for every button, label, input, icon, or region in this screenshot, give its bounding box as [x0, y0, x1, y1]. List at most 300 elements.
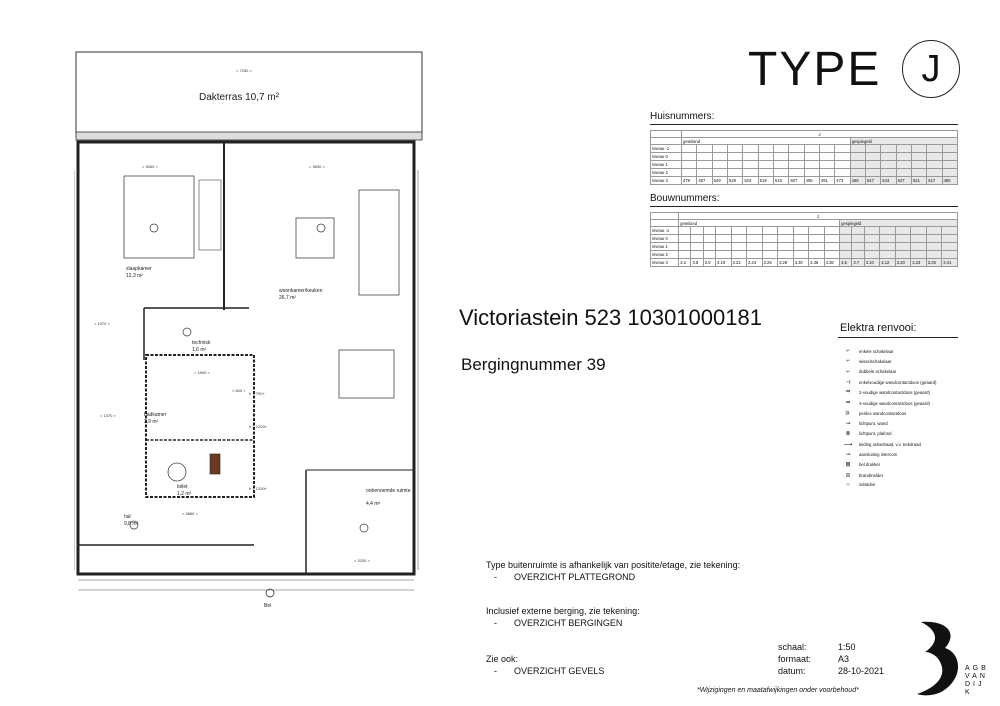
table-cell — [942, 153, 957, 161]
toilet-label: toilet — [177, 484, 188, 490]
dim-7250: < 7250 > — [236, 68, 252, 73]
table-cell — [679, 235, 691, 243]
perilex-socket-icon: ⊪ — [845, 410, 851, 417]
table-cell: 3.2 — [679, 259, 691, 267]
table-cell — [911, 235, 927, 243]
bathroom-label: badkamer — [144, 412, 167, 418]
table-cell: 3.36 — [809, 259, 825, 267]
table-cell — [697, 153, 712, 161]
table-cell — [731, 227, 747, 235]
date-value: 28-10-2021 — [838, 666, 885, 676]
table-cell: 479 — [682, 177, 697, 185]
scale-label: schaal: — [778, 642, 807, 652]
hall-area: 9,8 m² — [124, 521, 139, 527]
table-cell — [804, 153, 819, 161]
dim-600: < 600 > — [232, 388, 246, 393]
table-cell — [793, 235, 809, 243]
table-cell — [840, 227, 852, 235]
table-cell — [679, 227, 691, 235]
level-label: niveau 3 — [651, 259, 679, 267]
table-cell — [927, 153, 942, 161]
level-label: niveau 1 — [651, 243, 679, 251]
table-cell: 507 — [789, 177, 804, 185]
table-cell — [835, 169, 850, 177]
level-label: niveau 2 — [651, 251, 679, 259]
table-cell — [942, 227, 958, 235]
legend-item — [843, 400, 930, 407]
table-cell — [691, 227, 703, 235]
double-switch-icon: ⌐ — [846, 368, 850, 375]
table-cell — [712, 161, 727, 169]
table-cell — [926, 251, 942, 259]
dim-1690: < 1690 > — [194, 370, 210, 375]
table-cell — [850, 153, 865, 161]
table-cell — [942, 251, 958, 259]
legend-item — [843, 482, 875, 488]
table-cell: 469 — [850, 177, 865, 185]
table-cell — [865, 153, 880, 161]
table-cell: 3.26 — [762, 259, 778, 267]
table-cell — [731, 235, 747, 243]
table-cell: 3.25 — [926, 259, 942, 267]
table-cell: 3.8 — [691, 259, 703, 267]
table-cell — [942, 235, 958, 243]
table-cell — [697, 169, 712, 177]
table-cell — [852, 251, 864, 259]
table-cell: 523 — [743, 177, 758, 185]
table-cell — [762, 243, 778, 251]
legend-title: Elektra renvooi: — [840, 322, 917, 334]
legend-item-label: solatube — [859, 482, 876, 488]
dim-3060: < 3060 > — [142, 164, 158, 169]
legend-item — [843, 389, 930, 396]
table-cell — [716, 243, 732, 251]
table-cell — [747, 235, 763, 243]
table-cell — [809, 243, 825, 251]
table-cell — [747, 251, 763, 259]
legend-item — [843, 451, 897, 458]
living-label: woonkamer/keuken — [279, 288, 323, 294]
table-cell — [864, 235, 880, 243]
dim-4860: < 4860 > — [182, 511, 198, 516]
table-cell — [758, 161, 773, 169]
table-cell — [703, 251, 715, 259]
table-cell — [896, 153, 911, 161]
table-cell — [679, 251, 691, 259]
table-cell: 3.30 — [793, 259, 809, 267]
legend-item-label: enkelvoudige wandcontactdoos (geaard) — [859, 379, 937, 385]
intercom-icon: ⊸ — [845, 452, 851, 458]
table-cell — [881, 145, 896, 153]
legend-item — [843, 369, 896, 375]
agb-logo-icon — [915, 618, 965, 698]
table-cell — [896, 169, 911, 177]
table-cell — [728, 169, 743, 177]
scale-value: 1:50 — [838, 642, 856, 652]
table-cell — [773, 145, 788, 153]
type-letter-badge — [902, 40, 960, 98]
table-cell — [911, 153, 926, 161]
table-cell — [840, 251, 852, 259]
logo-text: AGB VAN DIJK — [965, 665, 989, 696]
table-cell — [942, 169, 957, 177]
legend-item-label: 2-voudige wandcontactdoos (geaard) — [859, 390, 930, 396]
table-cell — [809, 251, 825, 259]
table-cell: 529 — [728, 177, 743, 185]
smoke-detector-icon: ⊖ — [845, 472, 851, 479]
table-cell: 3.7 — [852, 259, 864, 267]
table-cell — [865, 161, 880, 169]
table-cell: 3.10 — [864, 259, 880, 267]
table-cell — [852, 235, 864, 243]
table-cell: 467 — [697, 177, 712, 185]
table-cell — [743, 161, 758, 169]
unnamed-room-area: 4,4 m² — [366, 501, 381, 507]
legend-item — [843, 430, 892, 437]
living-area: 26,7 m² — [279, 295, 296, 301]
table-cell — [835, 161, 850, 169]
build-numbers-rule — [650, 206, 958, 207]
table-cell: 549 — [712, 177, 727, 185]
table-cell — [852, 227, 864, 235]
table-cell — [793, 243, 809, 251]
table-cell: 485 — [942, 177, 957, 185]
table-cell: 3.38 — [824, 259, 840, 267]
table-cell: 3.22 — [731, 259, 747, 267]
single-socket-icon: ⊣ — [845, 379, 851, 386]
table-row — [651, 243, 958, 251]
level-label: niveau 3 — [651, 177, 682, 185]
table-cell: 3.28 — [778, 259, 794, 267]
table-cell — [942, 145, 957, 153]
toilet-area: 1,2 m² — [177, 491, 192, 497]
table-cell: 547 — [865, 177, 880, 185]
table-cell — [926, 235, 942, 243]
table-cell — [865, 169, 880, 177]
address: Victoriastein 523 10301000181 — [459, 305, 762, 330]
table-cell — [691, 243, 703, 251]
bedroom-label: slaapkamer — [126, 266, 152, 272]
terrace-label: Dakterras 10,7 m² — [199, 92, 280, 103]
table-cell — [865, 145, 880, 153]
legend-item-label: bel drukker — [859, 462, 881, 468]
single-switch-icon: ⌐ — [846, 348, 850, 354]
table-cell — [819, 153, 834, 161]
legend-item — [843, 358, 891, 364]
level-label: niveau 0 — [651, 153, 682, 161]
table-row — [651, 145, 958, 153]
table-cell — [927, 161, 942, 169]
table-cell — [778, 235, 794, 243]
table-cell: 527 — [896, 177, 911, 185]
house-numbers-table — [650, 130, 958, 185]
floor-plan — [74, 50, 426, 610]
table-cell — [793, 227, 809, 235]
table-cell — [758, 153, 773, 161]
table-row — [651, 251, 958, 259]
table-cell — [716, 251, 732, 259]
table-cell — [728, 153, 743, 161]
table-cell — [880, 243, 896, 251]
table-cell: 3.41 — [942, 259, 958, 267]
level-label: niveau 0 — [651, 235, 679, 243]
dim-2030: < 2030 > — [354, 558, 370, 563]
table-cell — [824, 251, 840, 259]
table-cell — [850, 161, 865, 169]
legend-item-label: enkele schakelaar — [859, 348, 894, 354]
level-label: niveau -1 — [651, 227, 679, 235]
table-cell: 491 — [819, 177, 834, 185]
dim-3830: < 3830 > — [309, 164, 325, 169]
table-cell — [824, 235, 840, 243]
table-cell — [911, 145, 926, 153]
table-cell: 473 — [835, 177, 850, 185]
build-numbers-heading: Bouwnummers: — [650, 193, 720, 204]
note-outdoor: Type buitenruimte is afhankelijk van positite/etage, zie tekening: — [486, 560, 741, 570]
table-cell — [691, 251, 703, 259]
table-cell — [880, 235, 896, 243]
house-numbers-rule — [650, 124, 958, 125]
table-cell — [835, 153, 850, 161]
split-left: geteiland — [682, 138, 851, 145]
table-cell — [852, 243, 864, 251]
note-see-also-dash: - — [494, 666, 497, 676]
table-cell — [804, 145, 819, 153]
table-cell: 543 — [881, 177, 896, 185]
table-cell — [804, 169, 819, 177]
table-cell — [880, 227, 896, 235]
table-cell — [942, 243, 958, 251]
note-storage: Inclusief externe berging, zie tekening: — [486, 606, 640, 616]
table-cell — [895, 251, 911, 259]
table-cell — [728, 161, 743, 169]
table-row — [651, 259, 958, 267]
legend-item-label: 4-voudige wandcontactdoos (geaard) — [859, 400, 930, 406]
legend-item — [843, 410, 906, 417]
type-letter: J — [921, 47, 941, 90]
house-numbers-heading: Huisnummers: — [650, 111, 715, 122]
table-cell — [712, 153, 727, 161]
group-label: J — [679, 213, 958, 220]
technical-area: 1,6 m² — [192, 347, 207, 353]
split-left: geteiland — [679, 220, 840, 227]
table-cell — [703, 227, 715, 235]
table-cell — [804, 161, 819, 169]
table-cell — [840, 243, 852, 251]
table-cell — [682, 161, 697, 169]
table-cell — [895, 235, 911, 243]
table-cell — [926, 243, 942, 251]
wall-light-icon: ⊸ — [845, 421, 851, 428]
table-cell — [864, 251, 880, 259]
table-cell — [762, 235, 778, 243]
table-cell — [758, 145, 773, 153]
table-cell — [793, 251, 809, 259]
note-storage-ref: OVERZICHT BERGINGEN — [514, 618, 623, 628]
build-numbers-table — [650, 212, 958, 267]
table-cell — [819, 161, 834, 169]
disclaimer: *Wijzigingen en maatafwijkingen onder voorbehoud* — [697, 687, 859, 694]
hall-label: hal — [124, 514, 131, 520]
note-see-also: Zie ook: — [486, 654, 519, 664]
table-cell — [789, 169, 804, 177]
legend-item — [843, 379, 936, 386]
quad-socket-icon: ⫤ — [845, 399, 851, 406]
table-cell — [896, 161, 911, 169]
table-cell — [691, 235, 703, 243]
table-cell — [911, 161, 926, 169]
level-label: niveau 1 — [651, 161, 682, 169]
table-cell — [911, 251, 927, 259]
legend-item-label: leiding onbedraad, v.v. trekdraad — [859, 441, 921, 447]
table-row — [651, 177, 958, 185]
table-cell — [942, 161, 957, 169]
table-cell — [743, 145, 758, 153]
storage-number: Bergingnummer 39 — [461, 355, 606, 374]
unnamed-room-label: onbenoemde ruimte — [366, 488, 411, 494]
table-cell — [703, 235, 715, 243]
legend-item-label: lichtpunt, plafond — [859, 431, 892, 437]
legend-item — [843, 441, 921, 448]
doorbell-icon: ⊠ — [845, 462, 851, 469]
table-cell — [911, 169, 926, 177]
table-cell — [758, 169, 773, 177]
table-cell — [864, 227, 880, 235]
table-cell — [778, 243, 794, 251]
table-cell — [682, 153, 697, 161]
split-right: gespiegeld — [840, 220, 958, 227]
table-cell — [697, 145, 712, 153]
table-cell — [840, 235, 852, 243]
table-cell — [911, 243, 927, 251]
ceiling-light-icon: ⊗ — [845, 431, 851, 438]
bathroom-area: 2,9 m² — [144, 419, 159, 425]
table-cell — [682, 145, 697, 153]
legend-rule — [838, 337, 958, 338]
table-cell: 517 — [927, 177, 942, 185]
height-700: h = 700+ — [249, 391, 265, 396]
table-cell: 3.23 — [911, 259, 927, 267]
table-cell — [712, 145, 727, 153]
table-cell — [864, 243, 880, 251]
table-cell — [881, 161, 896, 169]
table-cell — [716, 227, 732, 235]
note-outdoor-dash: - — [494, 572, 497, 582]
table-cell — [789, 161, 804, 169]
empty-conduit-icon: ⟶ — [843, 441, 853, 448]
two-way-switch-icon: ⌐ — [846, 358, 850, 365]
table-cell — [789, 153, 804, 161]
table-cell: 495 — [804, 177, 819, 185]
table-cell — [880, 251, 896, 259]
table-cell — [881, 169, 896, 177]
table-cell — [743, 169, 758, 177]
note-storage-dash: - — [494, 618, 497, 628]
table-cell — [762, 227, 778, 235]
table-cell — [881, 153, 896, 161]
table-cell: 3.9 — [703, 259, 715, 267]
table-cell — [773, 169, 788, 177]
table-cell — [911, 227, 927, 235]
table-row — [651, 169, 958, 177]
table-cell: 521 — [911, 177, 926, 185]
solar-tube-icon: ○ — [846, 481, 850, 488]
format-label: formaat: — [778, 654, 812, 664]
group-label: J — [682, 131, 958, 138]
table-cell: 3.12 — [880, 259, 896, 267]
table-cell — [743, 153, 758, 161]
table-cell — [927, 145, 942, 153]
legend-item-label: perilex wandcontactdoos — [859, 410, 907, 416]
legend-item-label: dubbele schakelaar — [859, 369, 897, 375]
table-cell: 3.5 — [840, 259, 852, 267]
table-cell: 515 — [773, 177, 788, 185]
table-cell: 3.24 — [747, 259, 763, 267]
level-label: niveau -1 — [651, 145, 682, 153]
table-cell — [762, 251, 778, 259]
table-cell — [789, 145, 804, 153]
table-cell — [824, 243, 840, 251]
table-cell — [703, 243, 715, 251]
table-cell — [697, 161, 712, 169]
note-outdoor-ref: OVERZICHT PLATTEGROND — [514, 572, 636, 582]
table-cell: 3.19 — [716, 259, 732, 267]
table-row — [651, 161, 958, 169]
table-cell — [716, 235, 732, 243]
table-cell — [819, 145, 834, 153]
double-socket-icon: ⫤ — [845, 389, 851, 396]
table-cell — [679, 243, 691, 251]
table-cell — [824, 227, 840, 235]
table-cell — [778, 227, 794, 235]
table-cell — [895, 243, 911, 251]
table-row — [651, 227, 958, 235]
height-1200-a: h = 1200+ — [249, 424, 268, 429]
table-cell — [747, 243, 763, 251]
legend-item-label: wisselschakelaar — [859, 358, 892, 364]
table-cell — [850, 145, 865, 153]
table-cell — [895, 227, 911, 235]
table-cell — [927, 169, 942, 177]
dim-1370-a: < 1370 > — [94, 321, 110, 326]
type-title: TYPE — [748, 43, 882, 96]
table-cell — [926, 227, 942, 235]
bedroom-area: 12,3 m² — [126, 273, 143, 279]
legend-item-label: aansluiting intercom — [859, 452, 898, 457]
level-label: niveau 2 — [651, 169, 682, 177]
date-label: datum: — [778, 666, 806, 676]
table-cell — [835, 145, 850, 153]
legend-item — [843, 472, 883, 479]
legend-item-label: lichtpunt, wand — [859, 421, 888, 427]
table-cell — [896, 145, 911, 153]
legend-item — [843, 420, 888, 427]
legend-item — [843, 461, 880, 468]
table-cell — [712, 169, 727, 177]
table-cell — [778, 251, 794, 259]
table-cell — [773, 153, 788, 161]
table-cell — [728, 145, 743, 153]
table-cell: 3.20 — [895, 259, 911, 267]
height-1200-b: h = 1200+ — [249, 486, 268, 491]
legend-item — [843, 348, 894, 354]
dim-1370-b: < 1370 > — [100, 413, 116, 418]
split-right: gespiegeld — [850, 138, 957, 145]
table-cell — [850, 169, 865, 177]
table-cell: 519 — [758, 177, 773, 185]
table-row — [651, 153, 958, 161]
table-cell — [809, 235, 825, 243]
